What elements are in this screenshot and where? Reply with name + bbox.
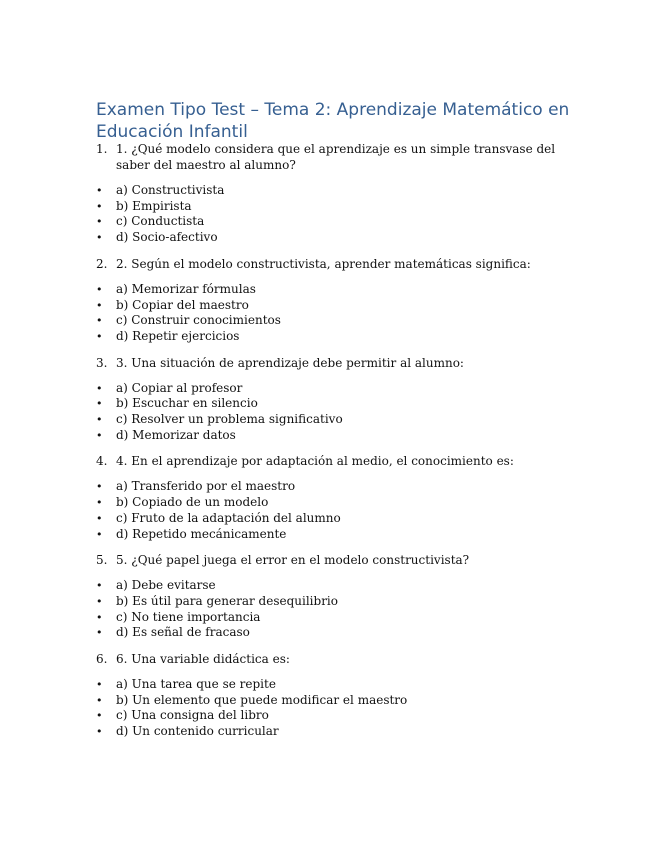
bullet-icon: • <box>96 231 103 245</box>
option-item <box>96 708 566 724</box>
option-item <box>96 625 566 641</box>
option-item <box>96 313 566 329</box>
option-item <box>96 214 566 230</box>
option-text: a) Constructivista <box>116 183 225 197</box>
question-number: 5. <box>96 553 108 568</box>
option-item <box>96 412 566 428</box>
option-text: b) Copiar del maestro <box>116 297 249 312</box>
option-item <box>96 381 566 397</box>
option-text: a) Una tarea que se repite <box>116 677 276 692</box>
bullet-icon: • <box>96 579 103 593</box>
option-text: a) Memorizar fórmulas <box>116 281 256 296</box>
bullet-icon: • <box>96 314 103 328</box>
bullet-icon: • <box>96 397 103 411</box>
bullet-icon: • <box>96 381 103 395</box>
option-text: c) Resolver un problema significativo <box>116 412 343 427</box>
question-3 <box>96 355 566 371</box>
option-item <box>96 282 566 298</box>
bullet-icon: • <box>96 511 103 525</box>
question-text: 6. Una variable didáctica es: <box>116 652 290 667</box>
bullet-icon: • <box>96 199 103 213</box>
option-text: d) Es señal de fracaso <box>116 625 250 640</box>
option-text: c) Fruto de la adaptación del alumno <box>116 510 341 525</box>
bullet-icon: • <box>96 282 103 296</box>
option-item <box>96 677 566 693</box>
option-text: b) Copiado de un modelo <box>116 495 269 510</box>
question-number: 2. <box>96 256 108 271</box>
option-item <box>96 724 566 740</box>
option-text: c) Conductista <box>116 214 205 229</box>
bullet-icon: • <box>96 594 103 608</box>
option-text: d) Un contenido curricular <box>116 724 279 739</box>
option-item <box>96 610 566 626</box>
option-item <box>96 479 566 495</box>
option-text: c) No tiene importancia <box>116 609 261 624</box>
question-number: 4. <box>96 454 108 469</box>
question-text: 2. Según el modelo constructivista, aprender matemáticas significa: <box>116 256 531 271</box>
bullet-icon: • <box>96 184 103 197</box>
option-text: a) Transferido por el maestro <box>116 479 296 494</box>
question-number: 1. <box>96 142 108 156</box>
question-text: 1. ¿Qué modelo considera que el aprendizaje es un simple transvase del saber del maestro al alumno? <box>116 142 556 172</box>
option-text: d) Memorizar datos <box>116 427 236 442</box>
option-list <box>96 479 566 542</box>
question-text: 3. Una situación de aprendizaje debe permitir al alumno: <box>116 355 464 370</box>
option-item <box>96 298 566 314</box>
option-text: d) Repetido mecánicamente <box>116 526 287 541</box>
question-number: 3. <box>96 355 108 370</box>
bullet-icon: • <box>96 413 103 427</box>
bullet-icon: • <box>96 496 103 510</box>
option-text: b) Es útil para generar desequilibrio <box>116 593 338 608</box>
option-item <box>96 495 566 511</box>
option-list <box>96 381 566 444</box>
bullet-icon: • <box>96 298 103 312</box>
option-list <box>96 578 566 641</box>
option-item <box>96 578 566 594</box>
question-5 <box>96 552 566 568</box>
bullet-icon: • <box>96 693 103 707</box>
option-item <box>96 199 566 215</box>
question-text: 4. En el aprendizaje por adaptación al medio, el conocimiento es: <box>116 454 514 469</box>
option-item <box>96 693 566 709</box>
question-1 <box>96 141 566 173</box>
bullet-icon: • <box>96 215 103 229</box>
question-number: 6. <box>96 652 108 667</box>
question-list <box>96 141 566 750</box>
bullet-icon: • <box>96 527 103 541</box>
question-2 <box>96 256 566 272</box>
option-item <box>96 527 566 543</box>
option-item <box>96 329 566 345</box>
option-list <box>96 282 566 345</box>
bullet-icon: • <box>96 709 103 723</box>
option-list <box>96 183 566 246</box>
bullet-icon: • <box>96 610 103 624</box>
option-text: d) Repetir ejercicios <box>116 328 240 343</box>
bullet-icon: • <box>96 626 103 640</box>
option-text: c) Una consigna del libro <box>116 708 269 723</box>
option-item <box>96 230 566 246</box>
bullet-icon: • <box>96 329 103 343</box>
bullet-icon: • <box>96 480 103 494</box>
option-item <box>96 183 566 199</box>
option-text: b) Un elemento que puede modificar el maestro <box>116 692 408 707</box>
option-item <box>96 428 566 444</box>
option-item <box>96 511 566 527</box>
option-text: d) Socio-afectivo <box>116 230 218 245</box>
question-text: 5. ¿Qué papel juega el error en el modelo constructivista? <box>116 553 470 568</box>
question-4 <box>96 453 566 469</box>
option-list <box>96 677 566 740</box>
document-title: Examen Tipo Test – Tema 2: Aprendizaje Matemático en Educación Infantil <box>96 100 570 142</box>
question-6 <box>96 651 566 667</box>
option-text: a) Debe evitarse <box>116 578 216 593</box>
option-text: a) Copiar al profesor <box>116 380 243 395</box>
bullet-icon: • <box>96 678 103 692</box>
bullet-icon: • <box>96 725 103 739</box>
option-item <box>96 594 566 610</box>
option-item <box>96 396 566 412</box>
option-text: c) Construir conocimientos <box>116 313 281 328</box>
bullet-icon: • <box>96 428 103 442</box>
option-text: b) Empirista <box>116 198 192 213</box>
option-text: b) Escuchar en silencio <box>116 396 258 411</box>
